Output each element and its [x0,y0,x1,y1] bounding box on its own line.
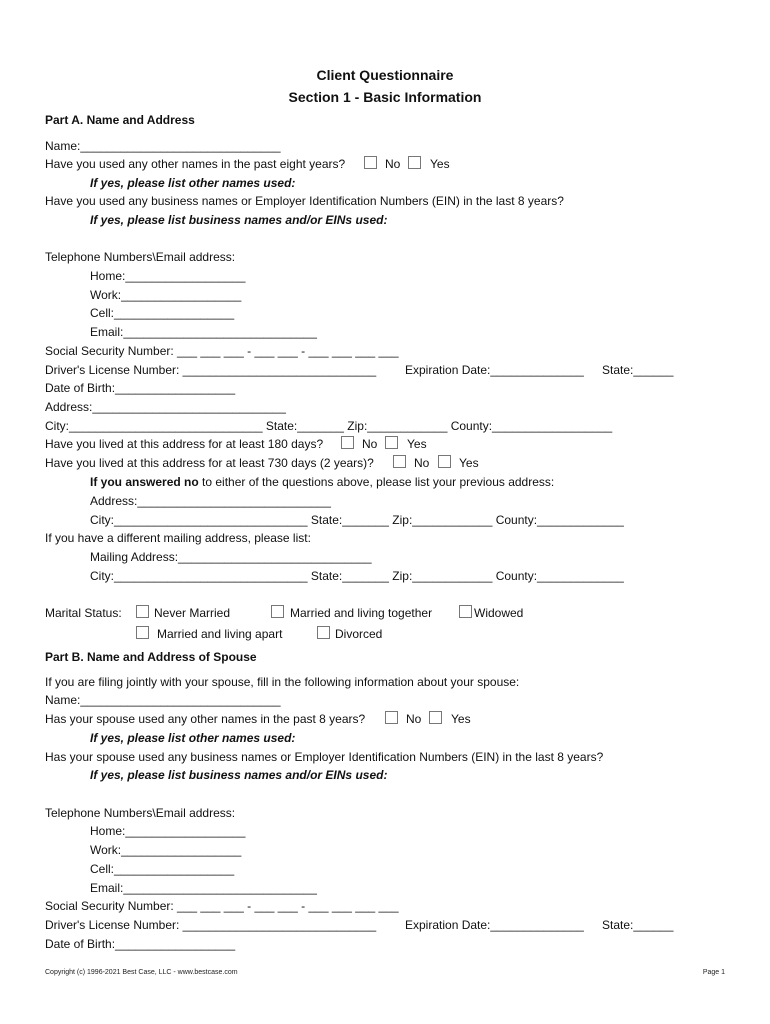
work-phone-field[interactable]: Work:__________________ [90,288,242,302]
cell-phone-field[interactable]: Cell:__________________ [90,306,235,320]
spouse-dl-state-field[interactable]: State:______ [602,918,674,932]
spouse-other-names-no-checkbox[interactable] [385,711,398,724]
married-apart-label: Married and living apart [157,627,283,641]
lived-730-no-checkbox[interactable] [393,455,406,468]
date-of-birth-field[interactable]: Date of Birth:__________________ [45,381,236,395]
spouse-cell-phone-field[interactable]: Cell:__________________ [90,862,235,876]
other-names-no-checkbox[interactable] [364,156,377,169]
previous-city-field[interactable]: City:_____________________________ State:_______ Zip:____________ County:_____________ [90,513,624,527]
spouse-date-of-birth-field[interactable]: Date of Birth:__________________ [45,937,236,951]
copyright-footer: Copyright (c) 1996-2021 Best Case, LLC - www.bestcase.com [45,969,238,976]
home-phone-field[interactable]: Home:__________________ [90,269,246,283]
email-field[interactable]: Email:_____________________________ [90,325,317,339]
other-names-yes-label: Yes [430,157,450,171]
marital-status-label: Marital Status: [45,606,122,620]
married-together-label: Married and living together [290,606,433,620]
lived-730-no-label: No [414,456,430,470]
spouse-dl-expiration-field[interactable]: Expiration Date:______________ [405,918,584,932]
spouse-business-names-list-prompt: If yes, please list business names and/or EINs used: [90,768,388,782]
spouse-other-names-yes-checkbox[interactable] [429,711,442,724]
previous-address-prompt-bold: If you answered no [90,475,199,489]
other-names-yes-checkbox[interactable] [408,156,421,169]
spouse-other-names-no-label: No [406,712,422,726]
spouse-business-names-question: Has your spouse used any business names or Employer Identification Numbers (EIN) in the last 8 years? [45,750,604,764]
widowed-label: Widowed [474,606,524,620]
spouse-ssn-field[interactable]: Social Security Number: ___ ___ ___ - ___ ___ - ___ ___ ___ ___ [45,899,399,913]
spouse-name-field[interactable]: Name:______________________________ [45,693,281,707]
divorced-label: Divorced [335,627,383,641]
drivers-license-field[interactable]: Driver's License Number: _____________________________ [45,363,377,377]
dl-state-field[interactable]: State:______ [602,363,674,377]
lived-730-question: Have you lived at this address for at least 730 days (2 years)? [45,456,374,470]
never-married-label: Never Married [154,606,231,620]
other-names-question: Have you used any other names in the past eight years? [45,157,346,171]
mailing-address-prompt: If you have a different mailing address, please list: [45,531,311,545]
lived-730-yes-label: Yes [459,456,479,470]
spouse-phone-email-label: Telephone Numbers\Email address: [45,806,236,820]
lived-730-yes-checkbox[interactable] [438,455,451,468]
lived-180-yes-checkbox[interactable] [385,436,398,449]
lived-180-yes-label: Yes [407,437,427,451]
business-names-list-prompt: If yes, please list business names and/or EINs used: [90,213,388,227]
page-number: Page 1 [702,969,725,976]
lived-180-question: Have you lived at this address for at least 180 days? [45,437,324,451]
widowed-checkbox[interactable] [459,605,472,618]
part-b-heading: Part B. Name and Address of Spouse [45,650,257,664]
spouse-other-names-question: Has your spouse used any other names in the past 8 years? [45,712,366,726]
previous-address-prompt-rest: to either of the questions above, please list your previous address: [198,475,555,489]
address-field[interactable]: Address:_____________________________ [45,400,286,414]
previous-address-field[interactable]: Address:_____________________________ [90,494,331,508]
document-title: Client Questionnaire [316,67,454,83]
spouse-work-phone-field[interactable]: Work:__________________ [90,843,242,857]
name-field[interactable]: Name:______________________________ [45,139,281,153]
married-apart-checkbox[interactable] [136,626,149,639]
mailing-address-field[interactable]: Mailing Address:_____________________________ [90,550,372,564]
spouse-email-field[interactable]: Email:_____________________________ [90,881,317,895]
spouse-other-names-list-prompt: If yes, please list other names used: [90,731,296,745]
spouse-drivers-license-field[interactable]: Driver's License Number: _____________________________ [45,918,377,932]
married-together-checkbox[interactable] [271,605,284,618]
part-a-heading: Part A. Name and Address [45,113,195,127]
section-title: Section 1 - Basic Information [288,89,482,105]
mailing-city-field[interactable]: City:_____________________________ State:_______ Zip:____________ County:_____________ [90,569,624,583]
dl-expiration-field[interactable]: Expiration Date:______________ [405,363,584,377]
spouse-other-names-yes-label: Yes [451,712,471,726]
other-names-list-prompt: If yes, please list other names used: [90,176,296,190]
spouse-home-phone-field[interactable]: Home:__________________ [90,824,246,838]
ssn-field[interactable]: Social Security Number: ___ ___ ___ - ___ ___ - ___ ___ ___ ___ [45,344,399,358]
lived-180-no-checkbox[interactable] [341,436,354,449]
phone-email-label: Telephone Numbers\Email address: [45,250,236,264]
other-names-no-label: No [385,157,401,171]
business-names-question: Have you used any business names or Employer Identification Numbers (EIN) in the last 8 years? [45,194,564,208]
never-married-checkbox[interactable] [136,605,149,618]
lived-180-no-label: No [362,437,378,451]
city-state-zip-county-field[interactable]: City:_____________________________ State:_______ Zip:____________ County:__________________ [45,419,613,433]
divorced-checkbox[interactable] [317,626,330,639]
spouse-intro: If you are filing jointly with your spouse, fill in the following information about your spouse: [45,675,520,689]
previous-address-prompt [90,475,554,489]
